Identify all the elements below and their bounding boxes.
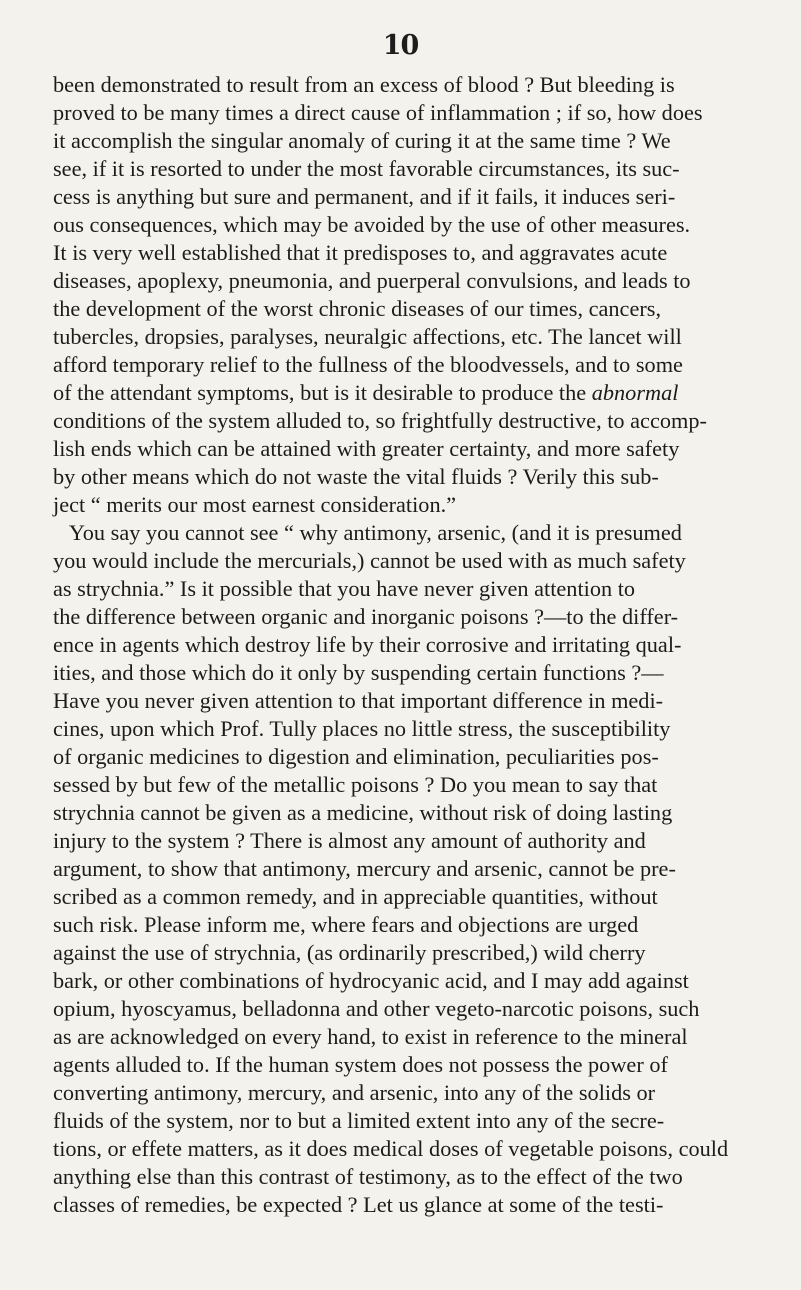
text-line: scribed as a common remedy, and in appreciable quantities, without bbox=[53, 884, 658, 909]
text-line: injury to the system ? There is almost any amount of authority and bbox=[53, 828, 646, 853]
text-line: of organic medicines to digestion and elimination, peculiarities pos- bbox=[53, 744, 659, 769]
text-line: cines, upon which Prof. Tully places no little stress, the susceptibility bbox=[53, 716, 671, 741]
text-line: been demonstrated to result from an excess of blood ? But bleeding is bbox=[53, 72, 675, 97]
text-line: see, if it is resorted to under the most favorable circumstances, its suc- bbox=[53, 156, 680, 181]
text-line: fluids of the system, nor to but a limited extent into any of the secre- bbox=[53, 1108, 665, 1133]
text-line: by other means which do not waste the vital fluids ? Verily this sub- bbox=[53, 464, 659, 489]
text-line: against the use of strychnia, (as ordinarily prescribed,) wild cherry bbox=[53, 940, 646, 965]
text-line: strychnia cannot be given as a medicine, without risk of doing lasting bbox=[53, 800, 673, 825]
text-line: as are acknowledged on every hand, to exist in reference to the mineral bbox=[53, 1024, 688, 1049]
text-line: classes of remedies, be expected ? Let us glance at some of the testi- bbox=[53, 1192, 664, 1217]
text-line: as strychnia.” Is it possible that you have never given attention to bbox=[53, 576, 636, 601]
text-line: diseases, apoplexy, pneumonia, and puerperal convulsions, and leads to bbox=[53, 268, 691, 293]
text-line: opium, hyoscyamus, belladonna and other vegeto-narcotic poisons, such bbox=[53, 996, 700, 1021]
text-line: It is very well established that it predisposes to, and aggravates acute bbox=[53, 240, 668, 265]
text-line: conditions of the system alluded to, so frightfully destructive, to accomp- bbox=[53, 408, 707, 433]
text-line: it accomplish the singular anomaly of curing it at the same time ? We bbox=[53, 128, 671, 153]
text-line: proved to be many times a direct cause of inflammation ; if so, how does bbox=[53, 100, 703, 125]
text-line: ject “ merits our most earnest consideration.” bbox=[53, 492, 457, 517]
text-line: afford temporary relief to the fullness of the bloodvessels, and to some bbox=[53, 352, 683, 377]
text-line: you would include the mercurials,) cannot be used with as much safety bbox=[53, 548, 686, 573]
text-line: of the attendant symptoms, but is it desirable to produce the abnormal bbox=[53, 380, 679, 405]
text-line: ities, and those which do it only by suspending certain functions ?— bbox=[53, 660, 664, 685]
text-line: cess is anything but sure and permanent, and if it fails, it induces seri- bbox=[53, 184, 676, 209]
text-line: tubercles, dropsies, paralyses, neuralgic affections, etc. The lancet will bbox=[53, 324, 682, 349]
text-line: argument, to show that antimony, mercury and arsenic, cannot be pre- bbox=[53, 856, 676, 881]
text-line: bark, or other combinations of hydrocyanic acid, and I may add against bbox=[53, 968, 689, 993]
text-line: the development of the worst chronic diseases of our times, cancers, bbox=[53, 296, 662, 321]
page-number: 10 bbox=[382, 30, 419, 61]
text-line: sessed by but few of the metallic poisons ? Do you mean to say that bbox=[53, 772, 658, 797]
text-line: the difference between organic and inorganic poisons ?—to the differ- bbox=[53, 604, 679, 629]
body-text bbox=[53, 71, 788, 1219]
emphasized-word: abnormal bbox=[591, 380, 679, 405]
text-line: agents alluded to. If the human system does not possess the power of bbox=[53, 1052, 668, 1077]
text-line: tions, or effete matters, as it does medical doses of vegetable poisons, could bbox=[53, 1136, 729, 1161]
text-line: You say you cannot see “ why antimony, arsenic, (and it is presumed bbox=[53, 520, 682, 545]
text-line: ence in agents which destroy life by their corrosive and irritating qual- bbox=[53, 632, 682, 657]
text-line: converting antimony, mercury, and arsenic, into any of the solids or bbox=[53, 1080, 656, 1105]
text-line: ous consequences, which may be avoided by the use of other measures. bbox=[53, 212, 691, 237]
text-line: Have you never given attention to that important difference in medi- bbox=[53, 688, 664, 713]
text-line: lish ends which can be attained with greater certainty, and more safety bbox=[53, 436, 680, 461]
text-line: anything else than this contrast of testimony, as to the effect of the two bbox=[53, 1164, 683, 1189]
text-line: such risk. Please inform me, where fears and objections are urged bbox=[53, 912, 639, 937]
